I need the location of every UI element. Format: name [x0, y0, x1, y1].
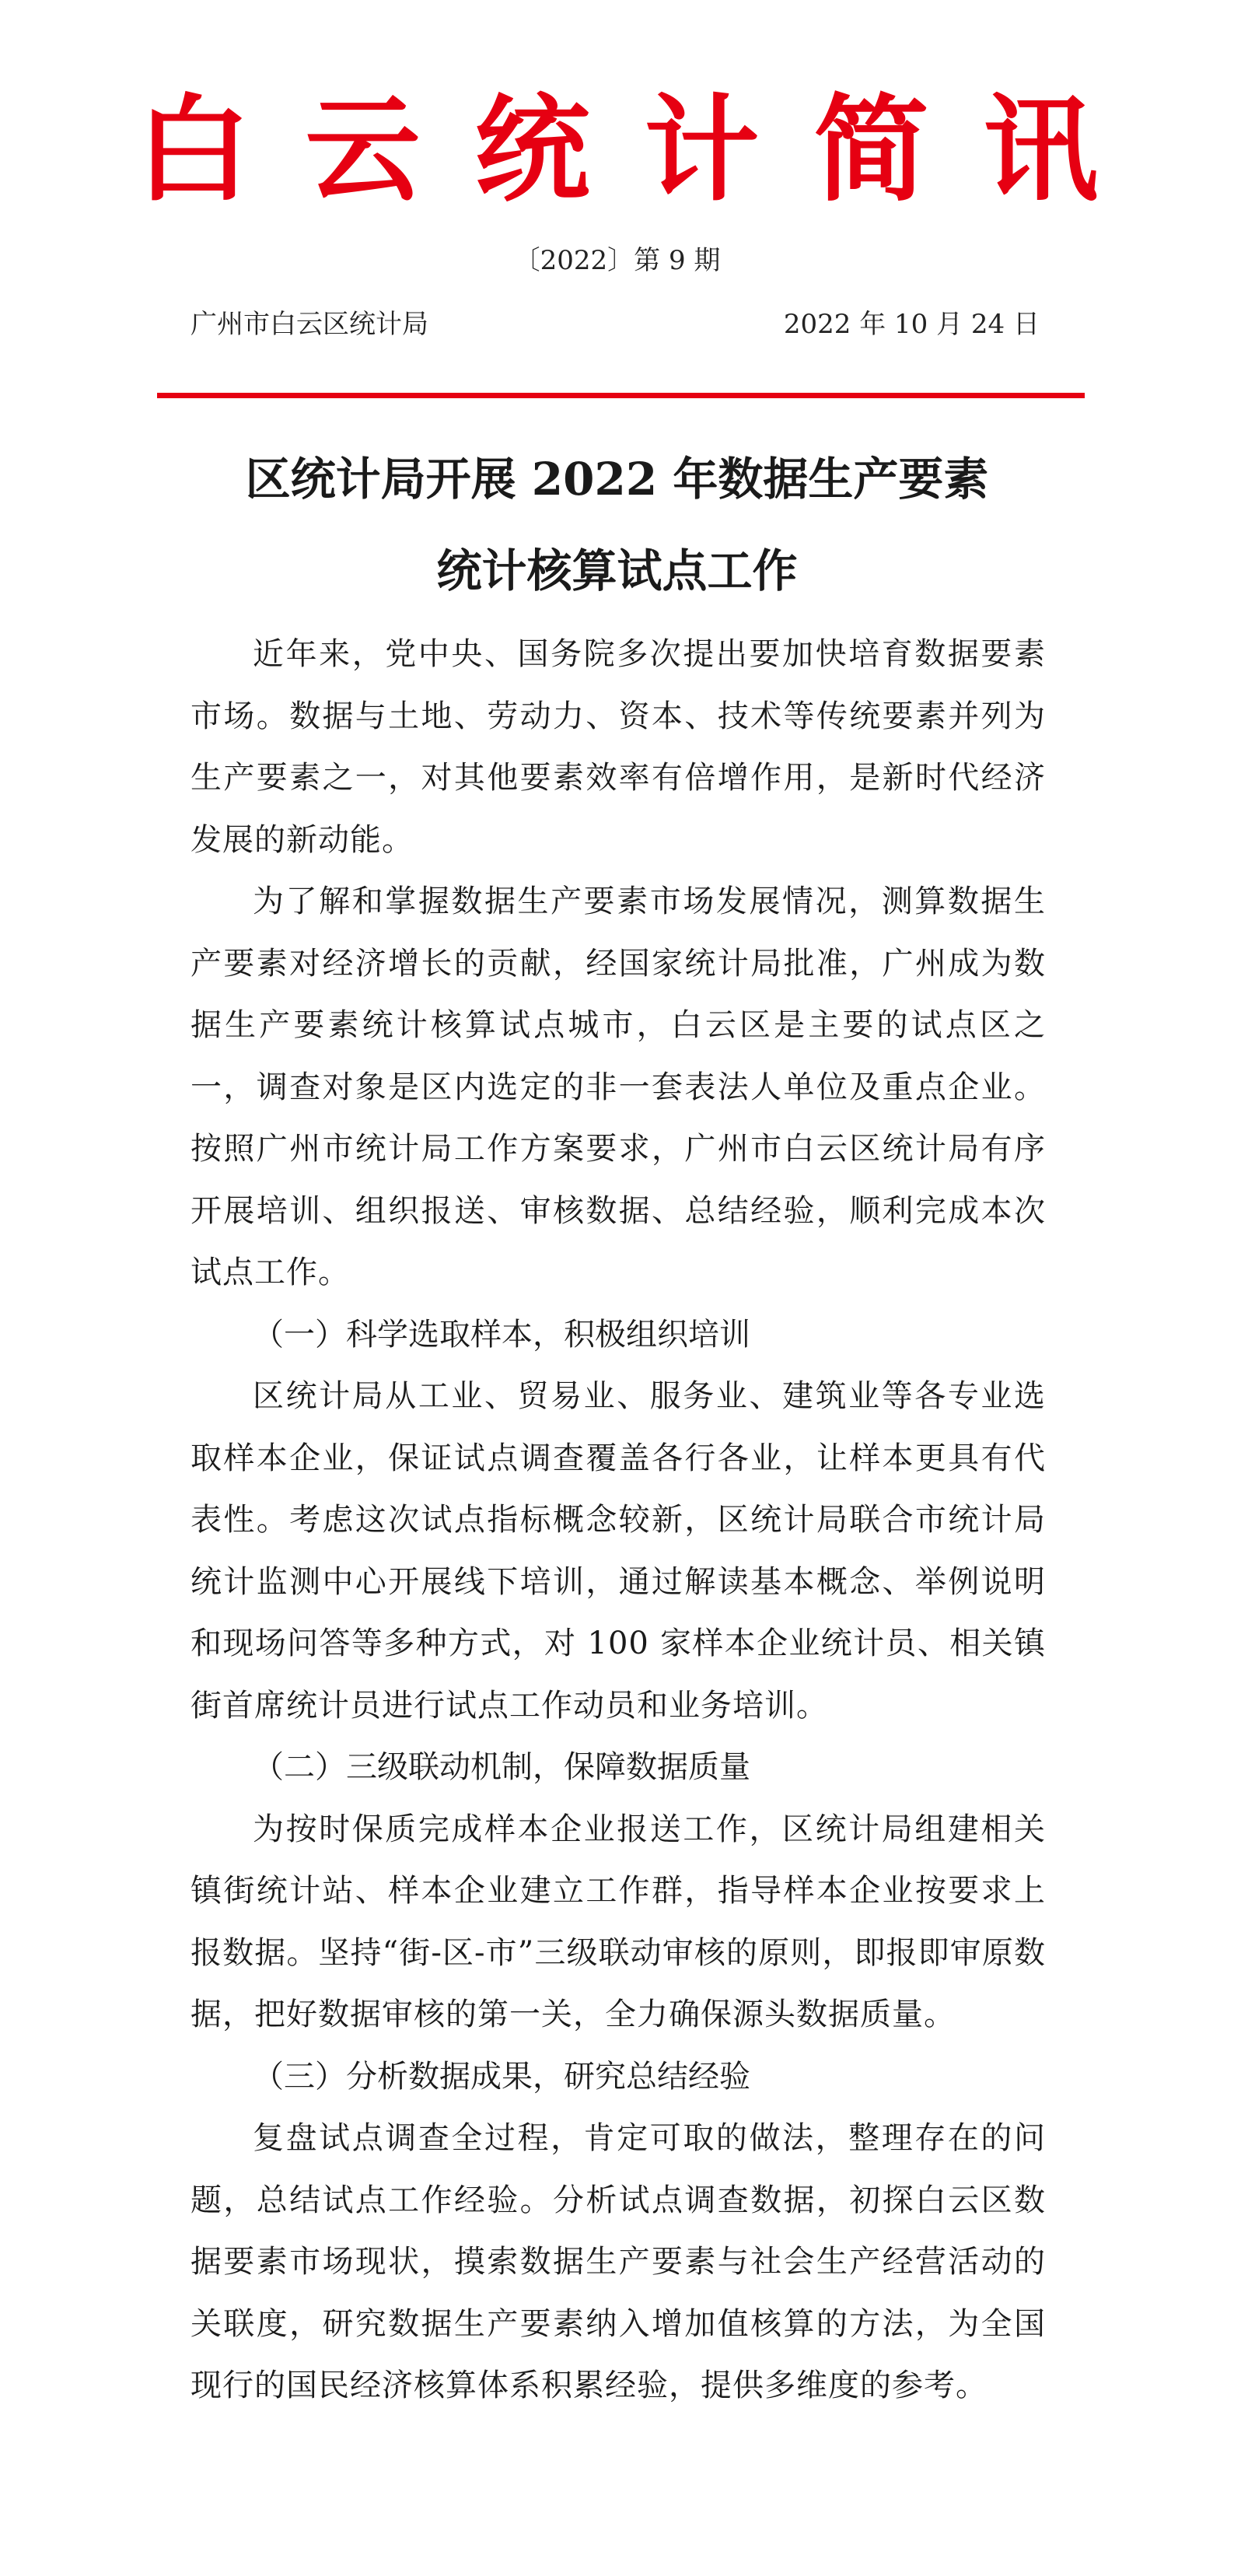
article-title-line2: 统计核算试点工作: [436, 544, 798, 597]
red-divider-line: [157, 393, 1085, 398]
issuing-organization: 广州市白云区统计局: [191, 309, 428, 340]
section-heading-1: （一）科学选取样本，积极组织培训: [253, 1316, 750, 1353]
paragraph-background: 为了解和掌握数据生产要素市场发展情况，测算数据生产要素对经济增长的贡献，经国家统计局批准，广州成为数据生产要素统计核算试点城市，白云区是主要的试点区之一，调查对象是区内选定的非一套表法人单位及重点企业。按照广州市统计局工作方案要求，广州市白云区统计局有序开展培训、组织报送、审核数据、总结经验，顺利完成本次试点工作。: [191, 884, 1046, 1290]
section-body-3: 复盘试点调查全过程，肯定可取的做法，整理存在的问题，总结试点工作经验。分析试点调查数据，初探白云区数据要素市场现状，摸索数据生产要素与社会生产经营活动的关联度，研究数据生产要素纳入增加值核算的方法，为全国现行的国民经济核算体系积累经验，提供多维度的参考。: [191, 2120, 1046, 2403]
section-heading-2: （二）三级联动机制，保障数据质量: [253, 1749, 750, 1785]
article-body: [191, 624, 1046, 2417]
masthead-title: 白云统计简讯: [135, 82, 1153, 217]
section-heading-3: （三）分析数据成果，研究总结经验: [253, 2058, 750, 2095]
paragraph-intro: 近年来，党中央、国务院多次提出要加快培育数据要素市场。数据与土地、劳动力、资本、技术等传统要素并列为生产要素之一，对其他要素效率有倍增作用，是新时代经济发展的新动能。: [191, 636, 1046, 858]
issue-number: 〔2022〕第 9 期: [513, 245, 721, 276]
section-body-1: 区统计局从工业、贸易业、服务业、建筑业等各专业选取样本企业，保证试点调查覆盖各行各业，让样本更具有代表性。考虑这次试点指标概念较新，区统计局联合市统计局统计监测中心开展线下培训，通过解读基本概念、举例说明和现场问答等多种方式，对 100 家样本企业统计员、相关镇街首席统计员进行试点工作动员和业务培训。: [191, 1378, 1046, 1724]
issue-date: 2022 年 10 月 24 日: [783, 309, 1040, 340]
section-body-2: 为按时保质完成样本企业报送工作，区统计局组建相关镇街统计站、样本企业建立工作群，指导样本企业按要求上报数据。坚持“街-区-市”三级联动审核的原则，即报即审原数据，把好数据审核的第一关，全力确保源头数据质量。: [191, 1811, 1046, 2032]
article-title-line1: 区统计局开展 2022 年数据生产要素: [245, 453, 989, 506]
